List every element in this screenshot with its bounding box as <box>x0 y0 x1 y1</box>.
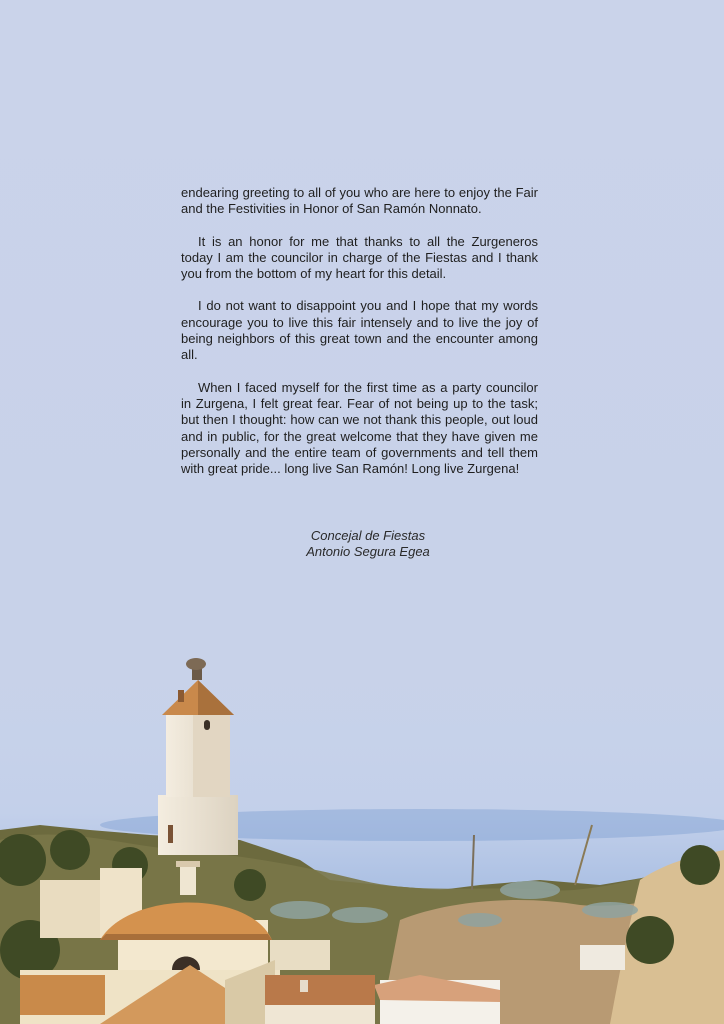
town-photo <box>0 640 724 1024</box>
paragraph-1: endearing greeting to all of you who are here to enjoy the Fair and the Festivities in Honor of San Ramón Nonnato. <box>181 185 538 217</box>
paragraph-2: It is an honor for me that thanks to all the Zurgeneros today I am the councilor in charge of the Fiestas and I thank you from the bottom of my heart for this detail. <box>181 233 538 282</box>
paragraph-4: When I faced myself for the first time as a party councilor in Zurgena, I felt great fear. Fear of not being up to the task; but then I thought: how can we not thank this people, out loud and in public, for the great welcome that they have given me personally and the entire team of governments and tell them with great pride... long live San Ramón! Long live Zurgena! <box>181 379 538 477</box>
letter-body <box>181 185 538 493</box>
signature-name: Antonio Segura Egea <box>306 544 430 560</box>
stork-nest <box>186 658 206 670</box>
signature-title: Concejal de Fiestas <box>310 528 426 543</box>
paragraph-3: I do not want to disappoint you and I hope that my words encourage you to live this fair intensely and to live the joy of being neighbors of this great town and the encounter among all. <box>181 298 538 363</box>
signature <box>181 528 555 561</box>
